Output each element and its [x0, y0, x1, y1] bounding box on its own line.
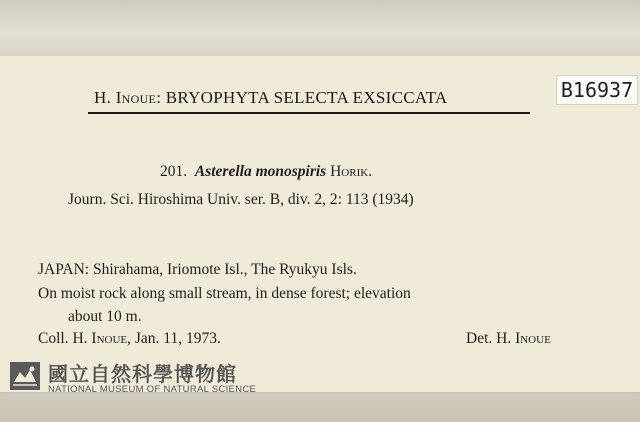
header-title: : BRYOPHYTA SELECTA EXSICCATA — [156, 88, 448, 107]
collector-date: , Jan. 11, 1973. — [127, 330, 221, 347]
catalog-number-sticker: B16937 — [556, 75, 638, 105]
collector-name: Inoue — [91, 330, 128, 347]
collector-line — [38, 330, 221, 348]
species-line — [160, 163, 372, 181]
background-top — [0, 0, 640, 58]
collector-prefix: Coll. H. — [38, 330, 92, 347]
determiner-prefix: Det. H. — [466, 330, 516, 347]
header-prefix: H. — [94, 88, 116, 107]
museum-name-english: NATIONAL MUSEUM OF NATURAL SCIENCE — [48, 384, 257, 395]
species-number: 201. — [160, 163, 188, 180]
locality-line: JAPAN: Shirahama, Iriomote Isl., The Ryukyu Isls. — [38, 261, 357, 278]
reference-line: Journ. Sci. Hiroshima Univ. ser. B, div. 2, 2: 113 (1934) — [68, 191, 414, 208]
museum-logo-icon — [10, 362, 40, 390]
header-author: Inoue — [115, 88, 157, 107]
header-underline — [88, 112, 530, 114]
species-name: Asterella monospiris — [194, 163, 327, 180]
species-author: Horik. — [330, 163, 373, 180]
determiner-name: Inoue — [515, 330, 551, 347]
label-header — [94, 88, 524, 108]
museum-name-chinese: 國立自然科學博物館 — [48, 362, 237, 386]
habitat-line-1: On moist rock along small stream, in dense forest; elevation — [38, 285, 411, 302]
determiner-line — [466, 330, 551, 348]
habitat-line-2: about 10 m. — [68, 308, 142, 325]
